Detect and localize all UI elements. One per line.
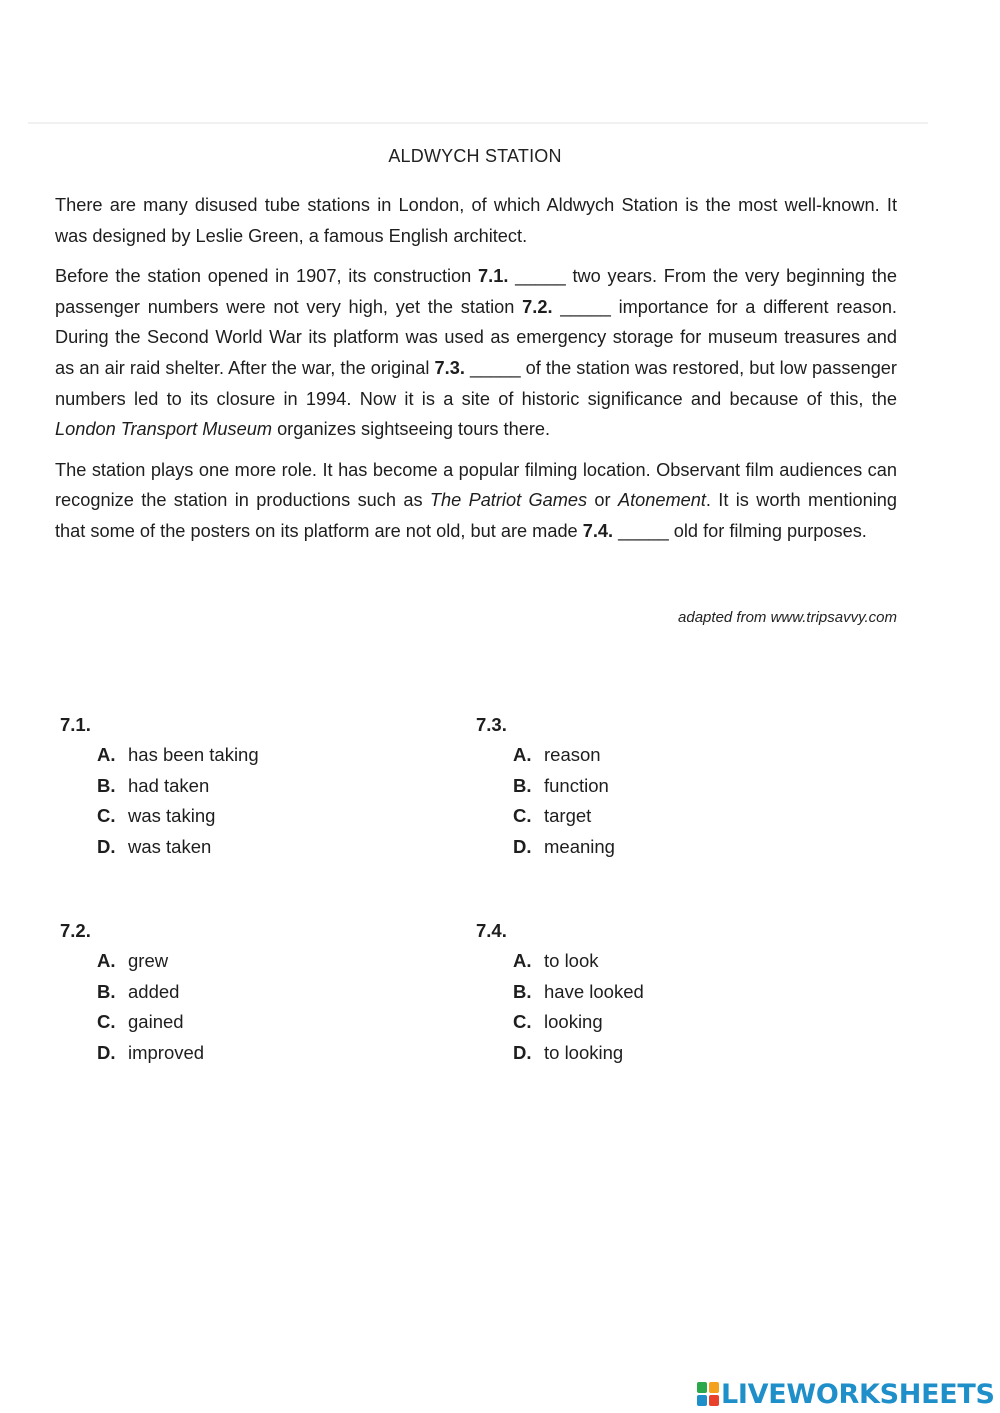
question-ref-7-1: 7.1. <box>478 266 509 287</box>
logo-tile-icon <box>709 1382 719 1393</box>
question-7-3 <box>476 710 615 862</box>
question-number: 7.4. <box>476 920 507 941</box>
option-d[interactable]: D. to looking <box>513 1041 624 1063</box>
gap-7-1[interactable]: _____ <box>515 266 566 287</box>
option-d[interactable]: D. was taken <box>97 835 212 857</box>
film-title-1: The Patriot Games <box>429 490 588 511</box>
logo-tile-icon <box>697 1395 707 1406</box>
question-7-4 <box>476 916 644 1068</box>
film-title-2: Atonement <box>617 490 706 511</box>
logo-tile-icon <box>697 1382 707 1393</box>
question-number: 7.2. <box>60 920 91 941</box>
paragraph-2: Before the station opened in 1907, its construction 7.1. _____ two years. From the very beginning the passenger numbers were not very high, yet the station 7.2. _____ importance for a different reason. During the Second World War its platform was used as emergency storage for museum treasures and as an air raid shelter. After the war, the original 7.3. _____ of the station was restored, but low passenger numbers led to its closure in 1994. Now it is a site of historic significance and because of this, the London Transport Museum organizes sightseeing tours there. <box>55 266 897 440</box>
option-d[interactable]: D. meaning <box>513 835 615 857</box>
question-number: 7.3. <box>476 714 507 735</box>
museum-name: London Transport Museum <box>55 419 273 440</box>
option-c[interactable]: C. was taking <box>97 805 216 826</box>
option-b[interactable]: B. have looked <box>513 980 644 1002</box>
option-a[interactable]: A. to look <box>513 950 599 971</box>
question-7-1 <box>60 710 259 862</box>
article-text <box>55 190 897 557</box>
question-number: 7.1. <box>60 714 91 735</box>
option-c[interactable]: C. looking <box>513 1011 603 1032</box>
option-b[interactable]: B. function <box>513 774 609 796</box>
question-ref-7-2: 7.2. <box>522 296 553 317</box>
gap-7-2[interactable]: _____ <box>560 296 611 317</box>
gap-7-4[interactable]: _____ <box>618 520 669 541</box>
top-divider <box>28 122 928 124</box>
source-attribution: adapted from www.tripsavvy.com <box>678 609 897 626</box>
logo-tile-icon <box>709 1395 719 1406</box>
liveworksheets-logo[interactable] <box>697 1378 995 1410</box>
option-c[interactable]: C. target <box>513 805 592 826</box>
option-a[interactable]: A. has been taking <box>97 744 259 765</box>
question-7-2 <box>60 916 204 1068</box>
page-title: ALDWYCH STATION <box>388 146 562 166</box>
paragraph-1: There are many disused tube stations in London, of which Aldwych Station is the most well-known. It was designed by Leslie Green, a famous English architect. <box>55 195 897 246</box>
option-d[interactable]: D. improved <box>97 1041 205 1063</box>
question-ref-7-3: 7.3. <box>434 357 465 378</box>
paragraph-3: The station plays one more role. It has become a popular filming location. Observant film audiences can recognize the station in productions such as The Patriot Games or Atonement. It is worth mentioning that some of the posters on its platform are not old, but are made 7.4. _____ old for filming purposes. <box>55 459 897 541</box>
option-b[interactable]: B. had taken <box>97 774 210 796</box>
liveworksheets-logo-icon <box>697 1382 719 1406</box>
option-a[interactable]: A. reason <box>513 744 601 765</box>
gap-7-3[interactable]: _____ <box>469 357 521 378</box>
question-ref-7-4: 7.4. <box>582 520 614 541</box>
option-a[interactable]: A. grew <box>97 950 169 971</box>
logo-text: LIVEWORKSHEETS <box>721 1378 995 1410</box>
option-c[interactable]: C. gained <box>97 1011 184 1032</box>
option-b[interactable]: B. added <box>97 980 180 1002</box>
